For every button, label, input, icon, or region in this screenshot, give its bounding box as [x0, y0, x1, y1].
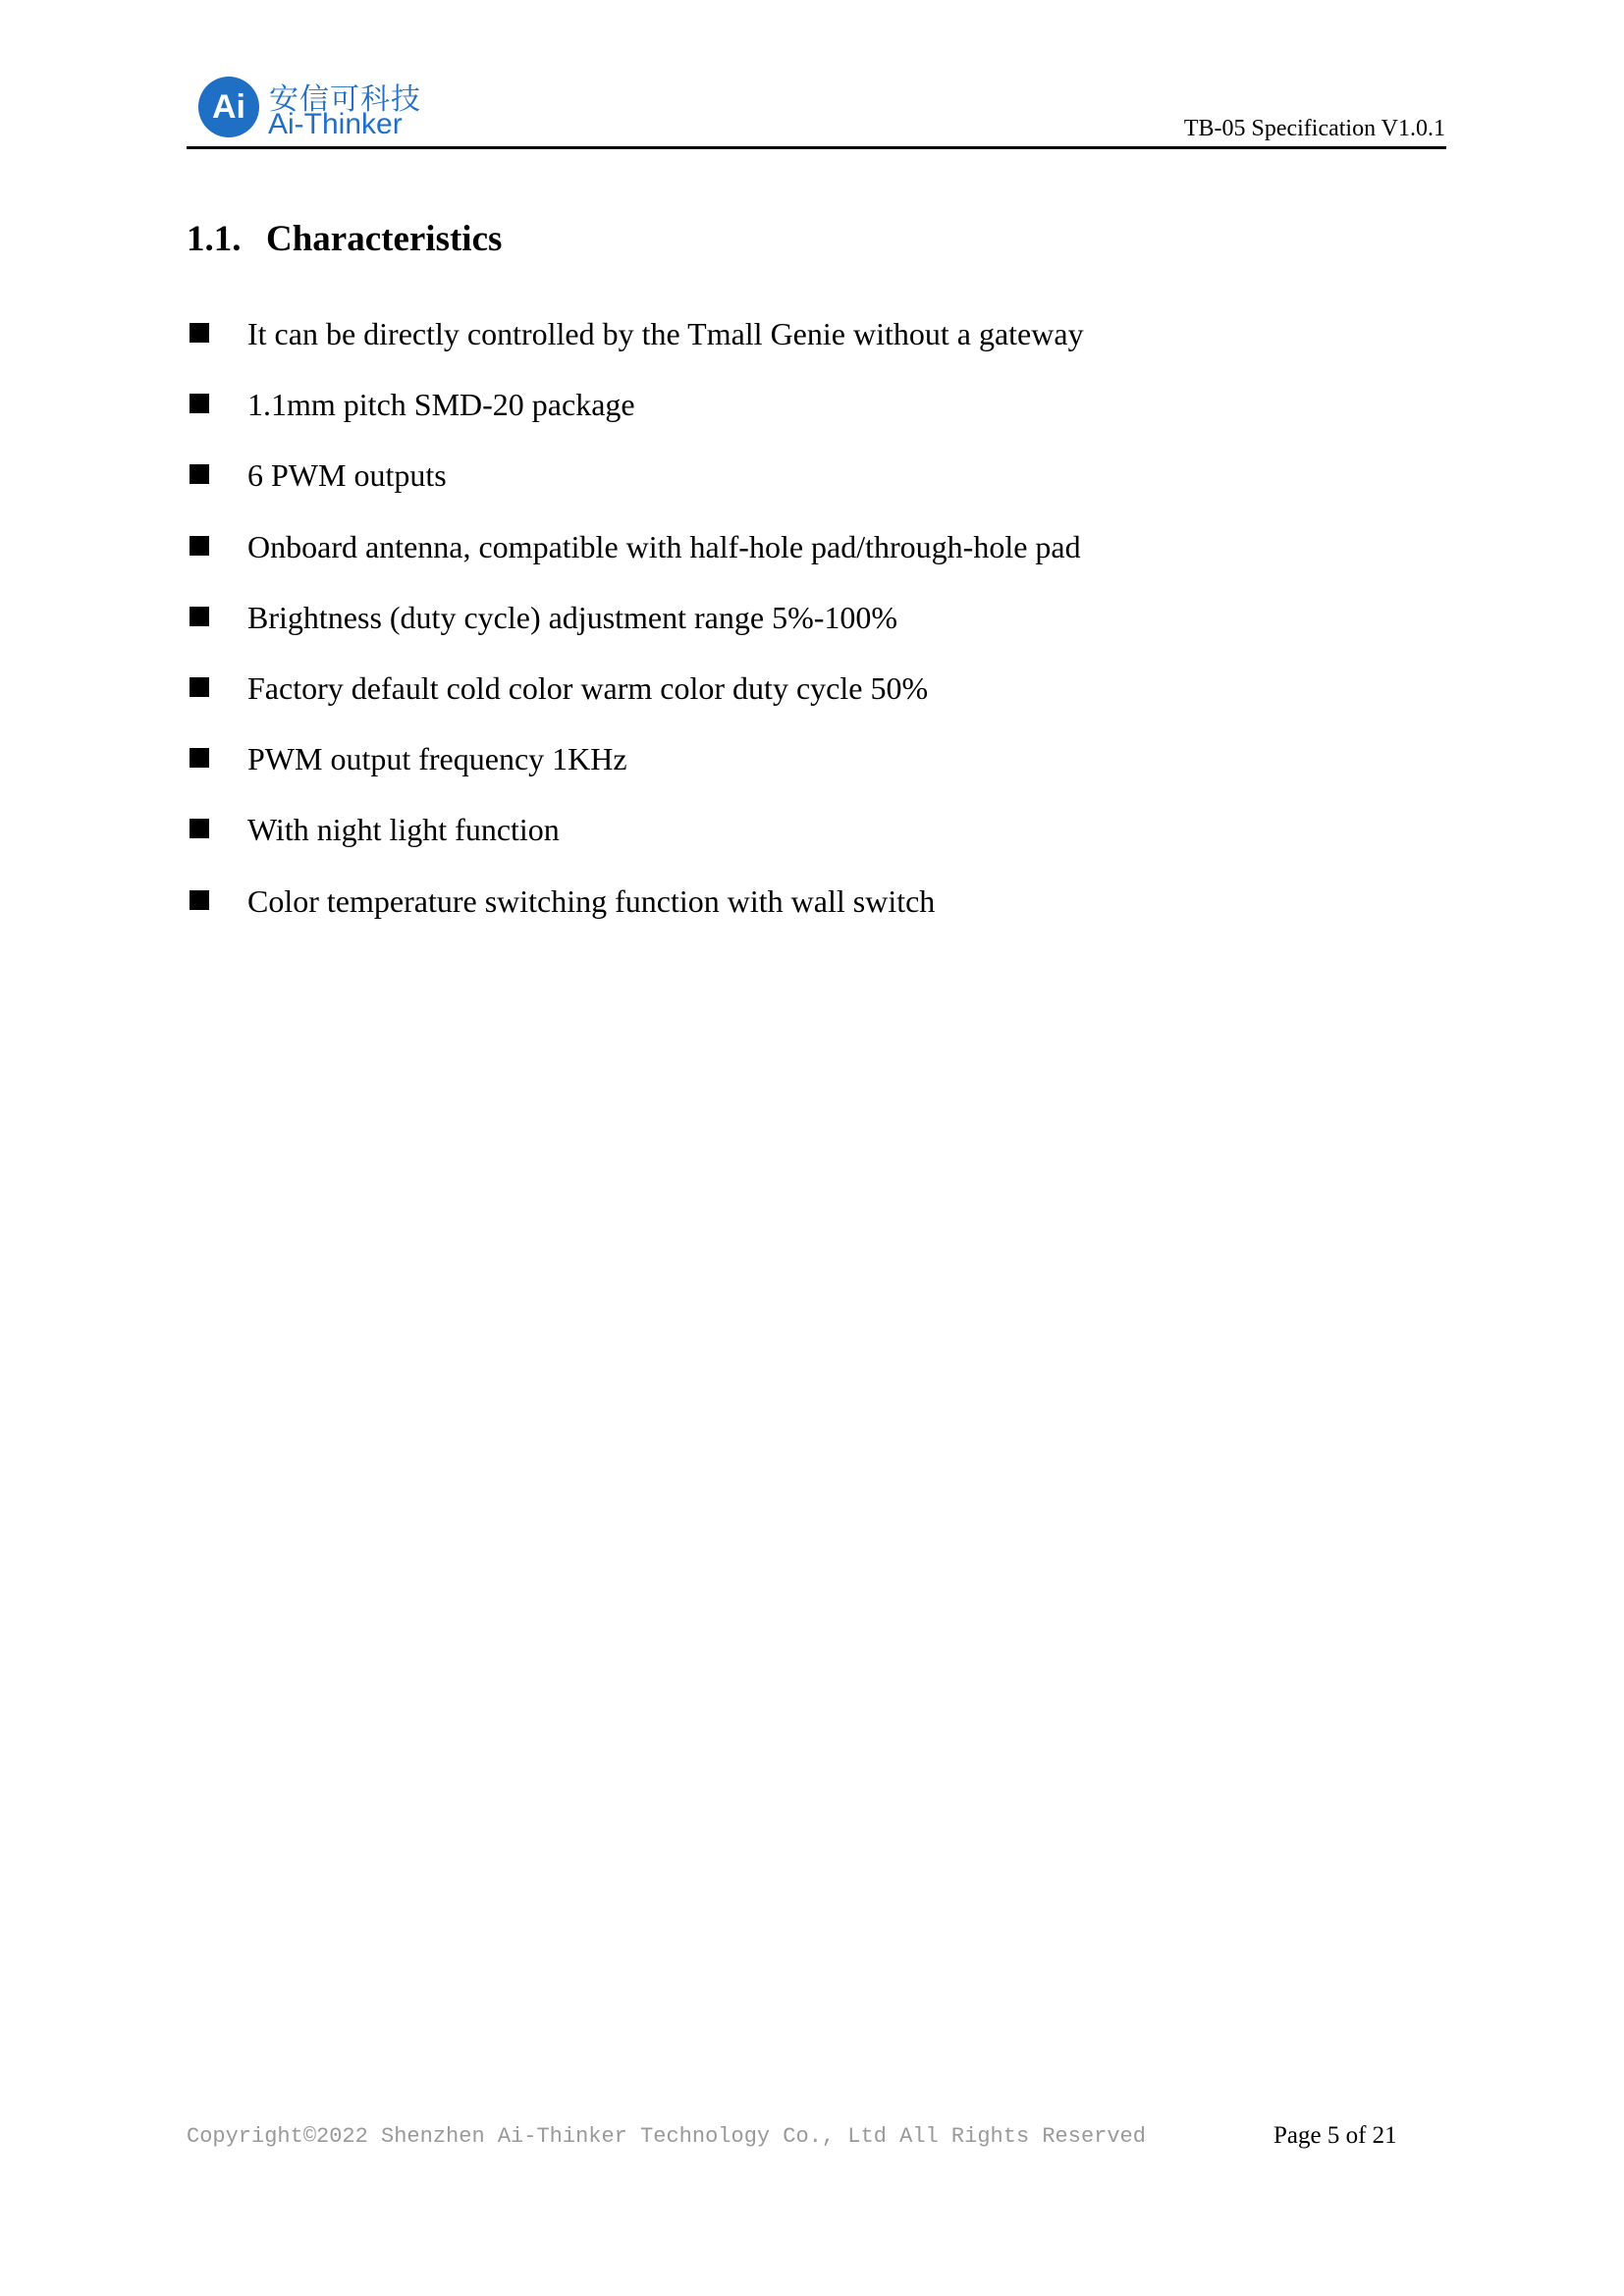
- list-item-text: PWM output frequency 1KHz: [247, 741, 627, 777]
- page-number: Page 5 of 21: [1273, 2122, 1397, 2149]
- list-item: [187, 380, 1084, 451]
- list-item-text: Brightness (duty cycle) adjustment range 5%-100%: [247, 599, 898, 635]
- list-item-text: Onboard antenna, compatible with half-hole pad/through-hole pad: [247, 528, 1081, 564]
- section-title: Characteristics: [266, 219, 503, 259]
- list-item-text: 1.1mm pitch SMD-20 package: [247, 387, 635, 423]
- list-item-text: 6 PWM outputs: [247, 457, 447, 494]
- bullet-square-icon: [189, 323, 209, 343]
- list-item: [187, 522, 1084, 593]
- list-item: [187, 664, 1084, 734]
- logo-english-name: Ai-Thinker: [268, 108, 403, 140]
- bullet-square-icon: [189, 607, 209, 626]
- bullet-square-icon: [189, 890, 209, 910]
- list-item: [187, 451, 1084, 521]
- bullet-square-icon: [189, 394, 209, 413]
- bullet-square-icon: [189, 819, 209, 838]
- bullet-square-icon: [189, 464, 209, 484]
- header-divider: [187, 146, 1446, 149]
- section-number: 1.1.: [187, 219, 242, 259]
- list-item: [187, 734, 1084, 805]
- list-item: [187, 805, 1084, 876]
- list-item-text: Color temperature switching function with wall switch: [247, 882, 936, 919]
- list-item: [187, 877, 1084, 947]
- characteristics-list: [187, 309, 1084, 947]
- ai-thinker-logo-icon: Ai: [198, 77, 259, 137]
- bullet-square-icon: [189, 677, 209, 697]
- bullet-square-icon: [189, 536, 209, 556]
- list-item-text: With night light function: [247, 812, 560, 848]
- logo-chinese-name: 安信可科技: [269, 82, 421, 117]
- bullet-square-icon: [189, 748, 209, 768]
- list-item: [187, 593, 1084, 664]
- section-heading: [187, 218, 502, 260]
- list-item: [187, 309, 1084, 380]
- list-item-text: Factory default cold color warm color duty cycle 50%: [247, 669, 929, 706]
- document-title: TB-05 Specification V1.0.1: [1183, 116, 1445, 141]
- list-item-text: It can be directly controlled by the Tmall Genie without a gateway: [247, 316, 1084, 351]
- footer-copyright: Copyright©2022 Shenzhen Ai-Thinker Technology Co., Ltd All Rights Reserved: [187, 2124, 1146, 2149]
